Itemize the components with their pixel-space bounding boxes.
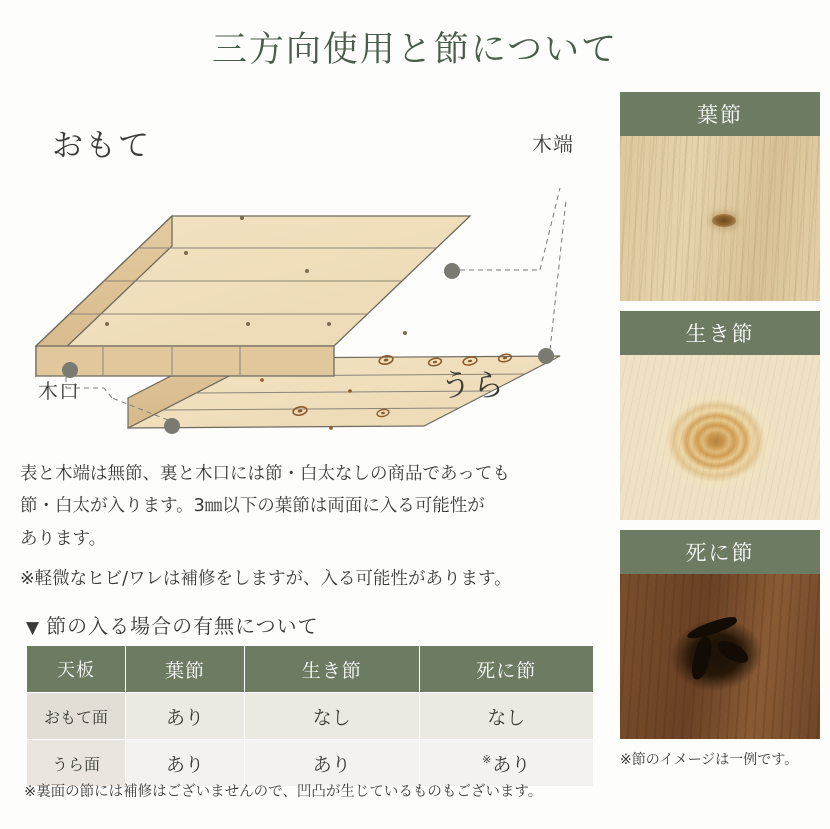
table-cell-0-2: なし [419,693,593,740]
label-end-grain: 木口 [38,379,80,403]
upper-board [36,216,470,376]
board-diagram [0,88,615,438]
description-text [20,458,610,596]
photo-note: ※節のイメージは一例です。 [620,752,799,768]
wood-grain-overlay [620,355,820,520]
table-row-label-1: うら面 [27,740,126,787]
table-col-header-2: 生き節 [245,646,419,693]
left-column [0,88,615,829]
photo-caption-ikibushi: 生き節 [620,311,820,355]
end-grain-marker-dot-2 [164,418,180,434]
edge-marker-dot [444,263,460,279]
description-note: ※軽微なヒビ/ワレは補修をしますが、入る可能性があります。 [20,569,512,590]
table-col-header-1: 葉節 [126,646,245,693]
photo-card-shinibushi [620,530,820,739]
photo-image-shinibushi [620,574,820,739]
photo-caption-shinibushi: 死に節 [620,530,820,574]
table-cell-1-1: あり [245,740,419,787]
triangle-marker-icon: ▼ [26,618,41,638]
table-cell-footnote-mark: ※ [482,753,492,767]
table-heading-label: 節の入る場合の有無について [46,614,319,638]
table-cell-0-0: あり [126,693,245,740]
label-top-surface: おもて [52,128,151,164]
photo-image-ikibushi [620,355,820,520]
label-bottom-surface: うら [440,368,506,404]
table-cell-0-1: なし [245,693,419,740]
photo-caption-haibushi: 葉節 [620,92,820,136]
leaf-knot-detail [712,214,736,227]
photo-card-haibushi [620,92,820,301]
table-row [27,693,594,740]
label-edge: 木端 [532,132,574,156]
table-col-header-3: 死に節 [419,646,593,693]
photo-card-ikibushi [620,311,820,520]
table-cell-1-2-text: あり [492,753,531,776]
page-title: 三方向使用と節について [211,30,619,70]
table-heading [26,610,319,639]
photo-column [620,92,830,769]
table-header-row [27,646,594,693]
edge-marker-dot-2 [538,348,554,364]
description-line-2: 節・白太が入ります。3㎜以下の葉節は両面に入る可能性が [20,496,485,517]
knot-table [26,645,594,787]
table-col-header-0: 天板 [27,646,126,693]
description-line-3: あります。 [20,528,107,549]
table-row-label-0: おもて面 [27,693,126,740]
table-cell-1-0: あり [126,740,245,787]
photo-image-haibushi [620,136,820,301]
table-footnote: ※裏面の節には補修はございませんので、凹凸が生じているものもございます。 [24,784,543,800]
description-line-1: 表と木端は無節、裏と木口には節・白太なしの商品であっても [20,464,510,484]
